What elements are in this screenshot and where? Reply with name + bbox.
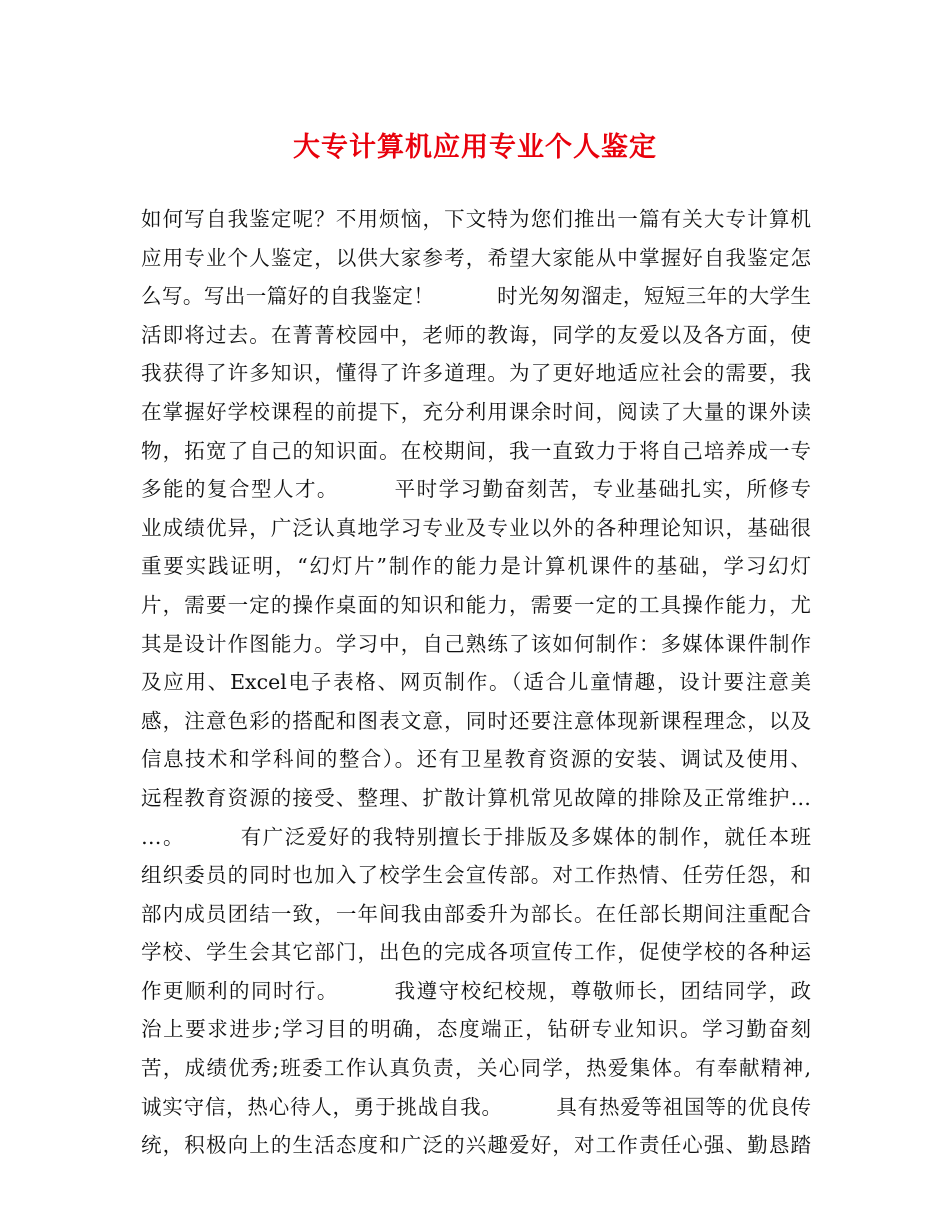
- body-line: 我获得了许多知识，懂得了许多道理。为了更好地适应社会的需要，我: [141, 361, 811, 386]
- body-line: 学校、学生会其它部门，出色的完成各项宣传工作，促使学校的各种运: [141, 940, 811, 965]
- body-line: 感，注意色彩的搭配和图表文意，同时还要注意体现新课程理念，以及: [141, 708, 811, 733]
- body-line: 在掌握好学校课程的前提下，充分利用课余时间，阅读了大量的课外读: [141, 399, 811, 424]
- body-line: 部内成员团结一致，一年间我由部委升为部长。在任部长期间注重配合: [141, 901, 811, 926]
- body-line: 重要实践证明，“幻灯片”制作的能力是计算机课件的基础，学习幻灯: [141, 554, 811, 579]
- body-line: 多能的复合型人才。 平时学习勤奋刻苦，专业基础扎实，所修专: [141, 477, 811, 502]
- body-line: 物，拓宽了自己的知识面。在校期间，我一直致力于将自己培养成一专: [141, 438, 811, 463]
- body-line: 及应用、Excel电子表格、网页制作。（适合儿童情趣，设计要注意美: [141, 670, 811, 695]
- body-line: 业成绩优异，广泛认真地学习专业及专业以外的各种理论知识，基础很: [141, 515, 811, 540]
- body-line: 作更顺利的同时行。 我遵守校纪校规，尊敬师长，团结同学，政: [141, 978, 811, 1003]
- body-line: 治上要求进步;学习目的明确，态度端正，钻研专业知识。学习勤奋刻: [141, 1017, 811, 1042]
- body-line: 苦，成绩优秀;班委工作认真负责，关心同学，热爱集体。有奉献精神,: [141, 1056, 811, 1081]
- body-line: 如何写自我鉴定呢？不用烦恼，下文特为您们推出一篇有关大专计算机: [141, 207, 811, 231]
- body-line: 其是设计作图能力。学习中，自己熟练了该如何制作：多媒体课件制作: [141, 631, 811, 656]
- body-line: 组织委员的同时也加入了校学生会宣传部。对工作热情、任劳任怨，和: [141, 863, 811, 888]
- body-line: 应用专业个人鉴定，以供大家参考，希望大家能从中掌握好自我鉴定怎: [141, 245, 811, 270]
- body-line: 统，积极向上的生活态度和广泛的兴趣爱好，对工作责任心强、勤恳踏: [141, 1133, 811, 1158]
- document-title: 大专计算机应用专业个人鉴定: [293, 132, 657, 163]
- document-body: [141, 200, 811, 1165]
- body-line: 么写。写出一篇好的自我鉴定！ 时光匆匆溜走，短短三年的大学生: [141, 284, 811, 309]
- body-line: …。 有广泛爱好的我特别擅长于排版及多媒体的制作，就任本班: [141, 824, 811, 849]
- body-line: 片，需要一定的操作桌面的知识和能力，需要一定的工具操作能力，尤: [141, 592, 811, 617]
- body-line: 诚实守信，热心待人，勇于挑战自我。 具有热爱等祖国等的优良传: [141, 1094, 811, 1119]
- body-line: 活即将过去。在菁菁校园中，老师的教诲，同学的友爱以及各方面，使: [141, 322, 811, 347]
- body-line: 信息技术和学科间的整合）。还有卫星教育资源的安装、调试及使用、: [141, 747, 811, 772]
- body-line: 远程教育资源的接受、整理、扩散计算机常见故障的排除及正常维护…: [141, 785, 811, 810]
